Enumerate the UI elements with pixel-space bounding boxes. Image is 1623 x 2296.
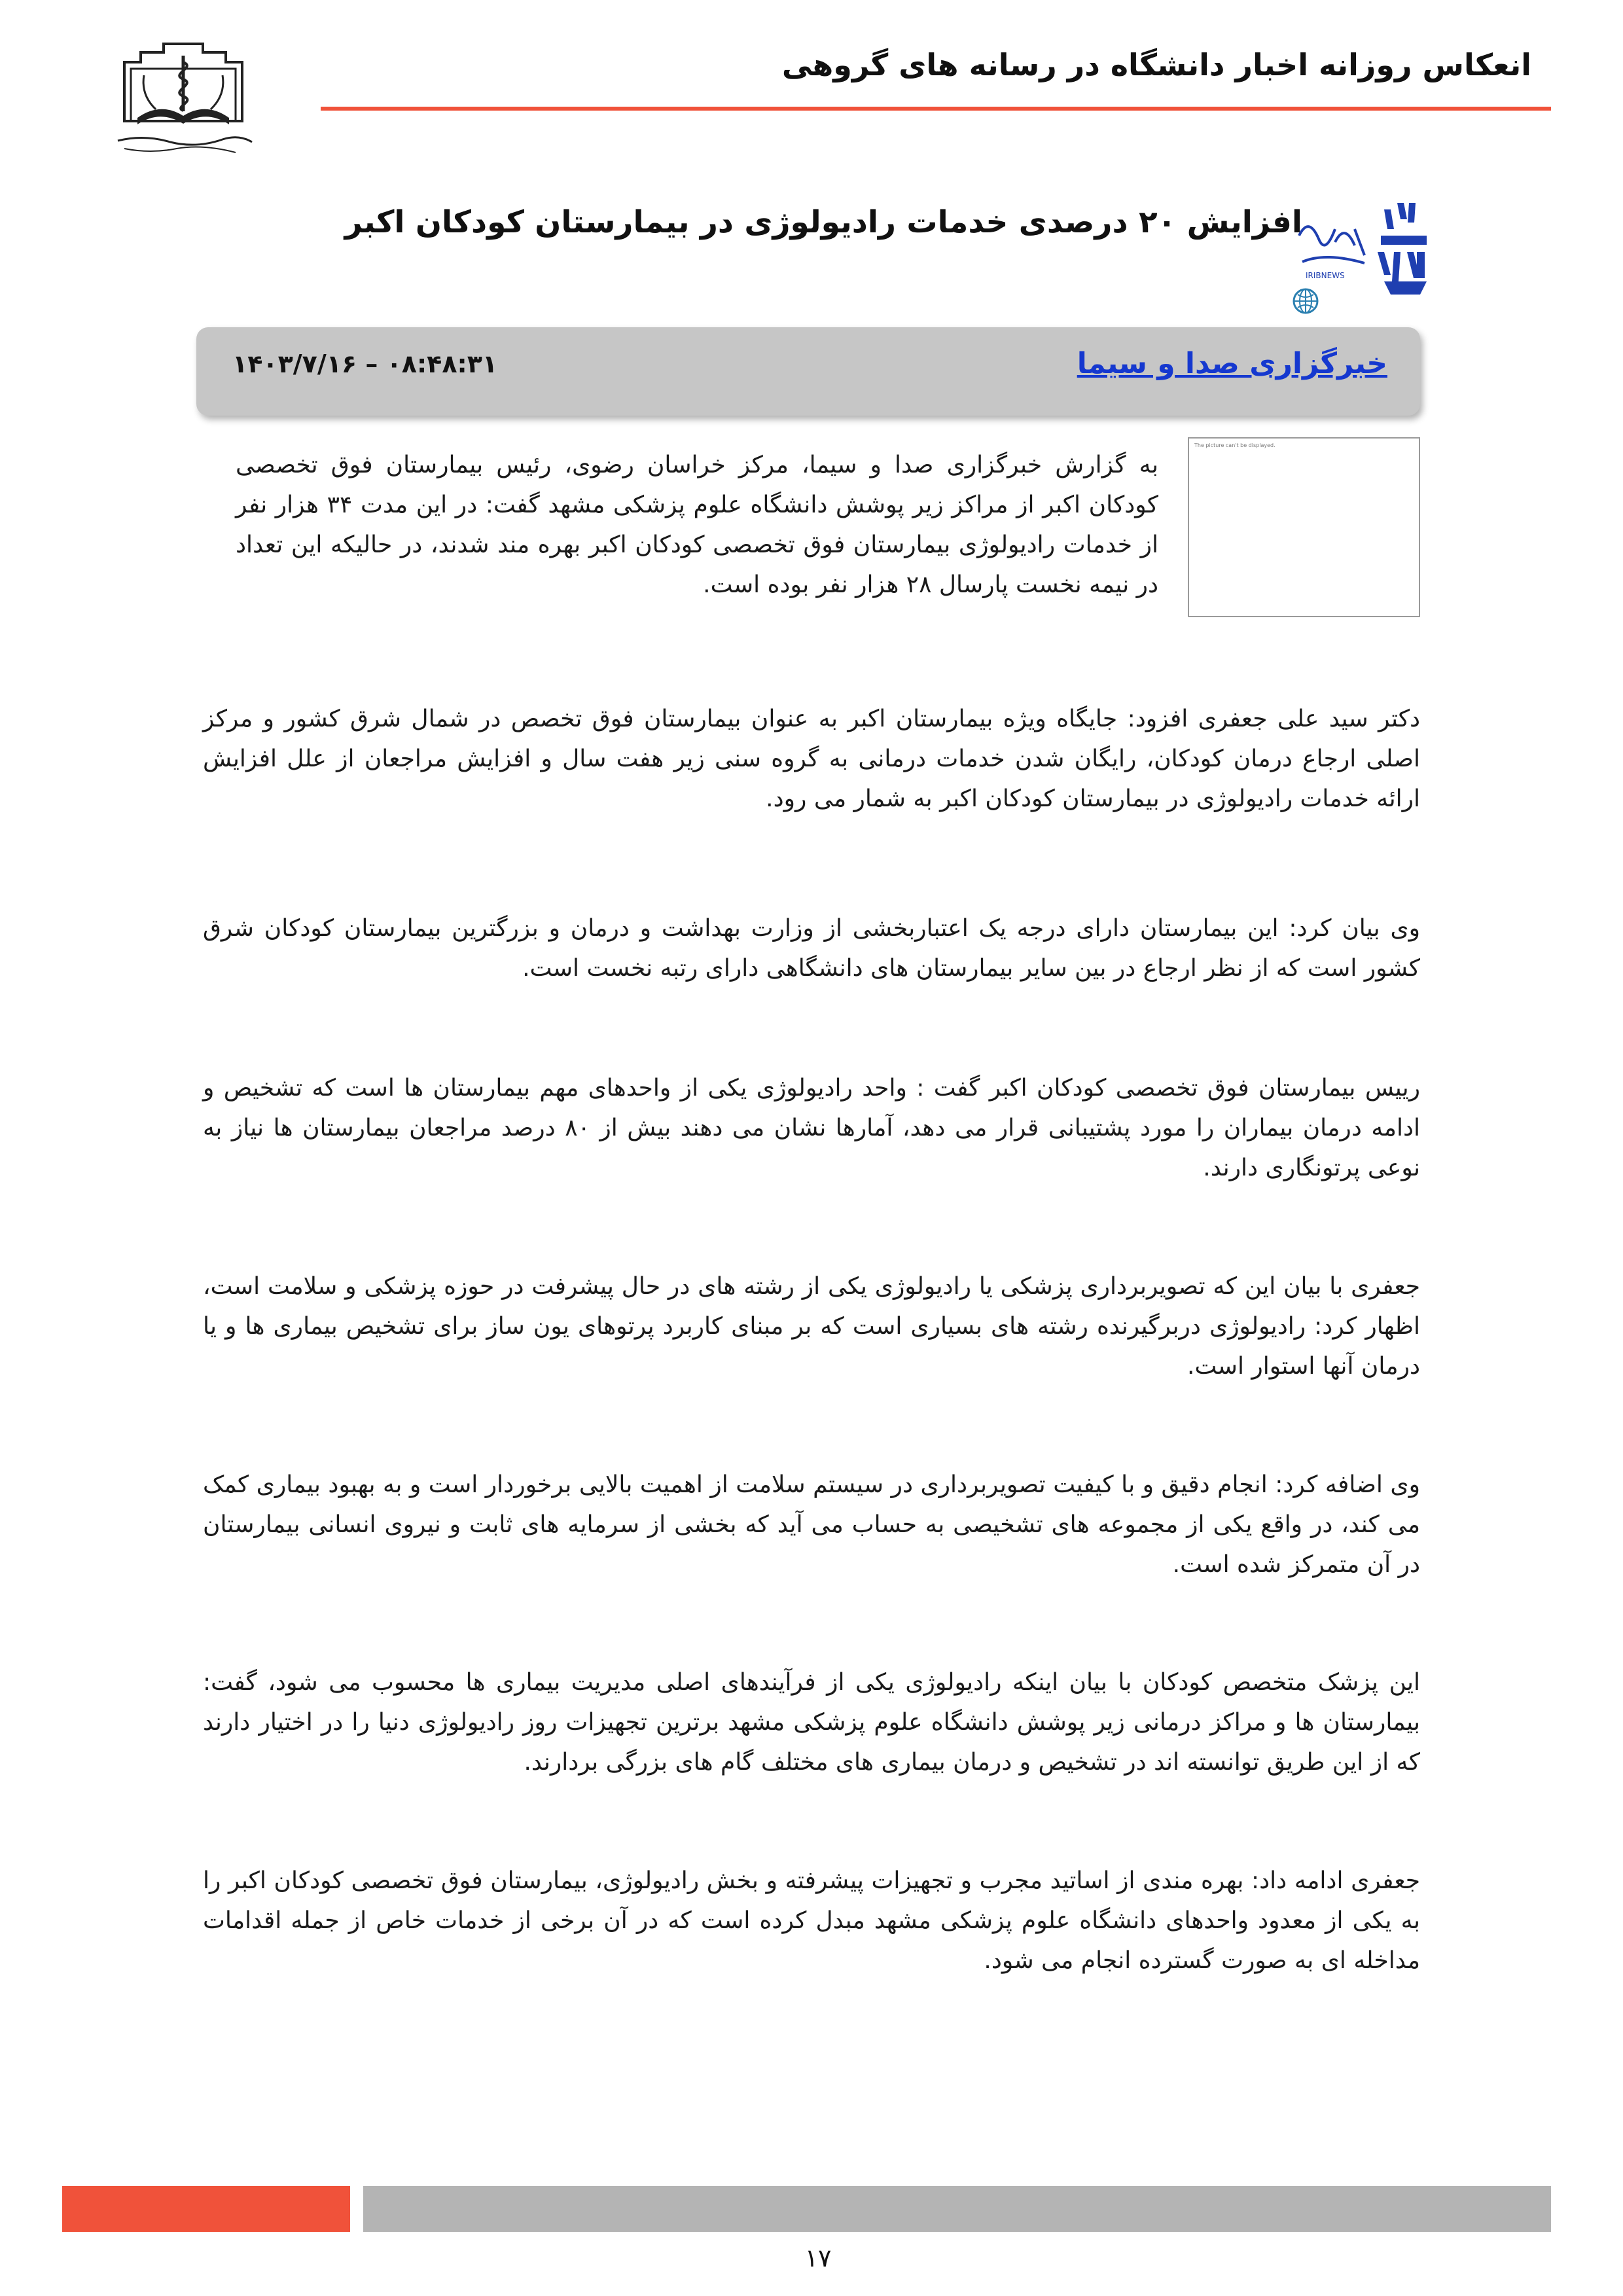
source-bar — [196, 327, 1420, 416]
article-paragraph: وی اضافه کرد: انجام دقیق و با کیفیت تصویربرداری در سیستم سلامت از اهمیت بالایی برخوردار است و به بهبود بیماری کمک می کند، در واقع یکی از مجموعه های تشخیصی به حساب می آید که بخشی از سرمایه های ثابت و نیروی انسانی بیمارستان در آن متمرکز شده است. — [203, 1471, 1420, 1578]
footer-bar — [363, 2186, 1551, 2232]
article-paragraph: این پزشک متخصص کودکان با بیان اینکه رادیولوژی یکی از فرآیندهای اصلی مدیریت بیماری ها محسوب می شود، گفت: بیمارستان ها و مراکز درمانی زیر پوشش دانشگاه علوم پزشکی مشهد برترین تجهیزات روز رادیولوژی دنیا را در اختیار دارند که از این طریق توانسته اند در تشخیص و درمان بیماری های مختلف گام های بزرگی بردارند. — [203, 1669, 1420, 1776]
article-paragraph: دکتر سید علی جعفری افزود: جایگاه ویژه بیمارستان اکبر به عنوان بیمارستان فوق تخصص در شمال شرق کشور و مرکز اصلی ارجاع درمان کودکان، رایگان شدن خدمات درمانی به گروه سنی زیر هفت سال و افزایش مراجعان از علل افزایش ارائه خدمات رادیولوژی در بیمارستان کودکان اکبر به شمار می رود. — [203, 706, 1420, 812]
source-link[interactable]: خبرگزاری صدا و سیما — [1077, 347, 1387, 380]
university-emblem-icon — [105, 36, 262, 167]
article-image-placeholder — [1188, 437, 1420, 617]
article-paragraph: جعفری ادامه داد: بهره مندی از اساتید مجرب و تجهیزات پیشرفته و بخش رادیولوژی، بیمارستان فوق تخصصی کودکان اکبر را به یکی از معدود واحدهای دانشگاه علوم پزشکی مشهد مبدل کرده است که در آن برخی از خدمات خاص از جمله اقدامات مداخله ای به صورت گسترده انجام می شود. — [203, 1867, 1420, 1974]
article-paragraph: جعفری با بیان این که تصویربرداری پزشکی یا رادیولوژی یکی از رشته های در حال پیشرفت در حوزه پزشکی و سلامت است، اظهار کرد: رادیولوژی دربرگیرنده رشته های بسیاری است که بر مبنای کاربرد پرتوهای یون ساز برای تشخیص بیماری ها و یا درمان آنها استوار است. — [203, 1273, 1420, 1380]
publish-datetime: ۱۴۰۳/۷/۱۶ – ۰۸:۴۸:۳۱ — [232, 350, 498, 378]
header-divider — [321, 107, 1551, 111]
article-paragraph: وی بیان کرد: این بیمارستان دارای درجه یک اعتباربخشی از وزارت بهداشت و درمان و بزرگترین بیمارستان کودکان شرق کشور است که از نظر ارجاع در بین سایر بیمارستان های دانشگاهی دارای رتبه نخست است. — [203, 915, 1420, 982]
header-title: انعکاس روزانه اخبار دانشگاه در رسانه های گروهی — [781, 47, 1531, 82]
broken-image-text: The picture can't be displayed. — [1194, 442, 1275, 448]
page-number: ۱۷ — [804, 2244, 832, 2272]
article-paragraph: به گزارش خبرگزاری صدا و سیما، مرکز خراسان رضوی، رئیس بیمارستان فوق تخصصی کودکان اکبر از مراکز زیر پوشش دانشگاه علوم پزشکی مشهد گفت: در این مدت ۳۴ هزار نفر از خدمات رادیولوژی بیمارستان فوق تخصصی کودکان اکبر بهره مند شدند، در حالیکه این تعداد در نیمه نخست پارسال ۲۸ هزار نفر بوده است. — [236, 452, 1158, 598]
footer-accent-bar — [62, 2186, 350, 2232]
irib-news-logo-icon — [1286, 190, 1433, 317]
article-paragraph: رییس بیمارستان فوق تخصصی کودکان اکبر گفت : واحد رادیولوژی یکی از واحدهای مهم بیمارستان ها است که تشخیص و ادامه درمان بیماران را مورد پشتیبانی قرار می دهد، آمارها نشان می دهند بیش از ۸۰ درصد مراجعان بیمارستان ها نیاز به نوعی پرتونگاری دارند. — [203, 1075, 1420, 1181]
article-title: افزایش ۲۰ درصدی خدمات رادیولوژی در بیمارستان کودکان اکبر — [344, 204, 1302, 240]
svg-text:IRIBNEWS: IRIBNEWS — [1306, 271, 1345, 280]
